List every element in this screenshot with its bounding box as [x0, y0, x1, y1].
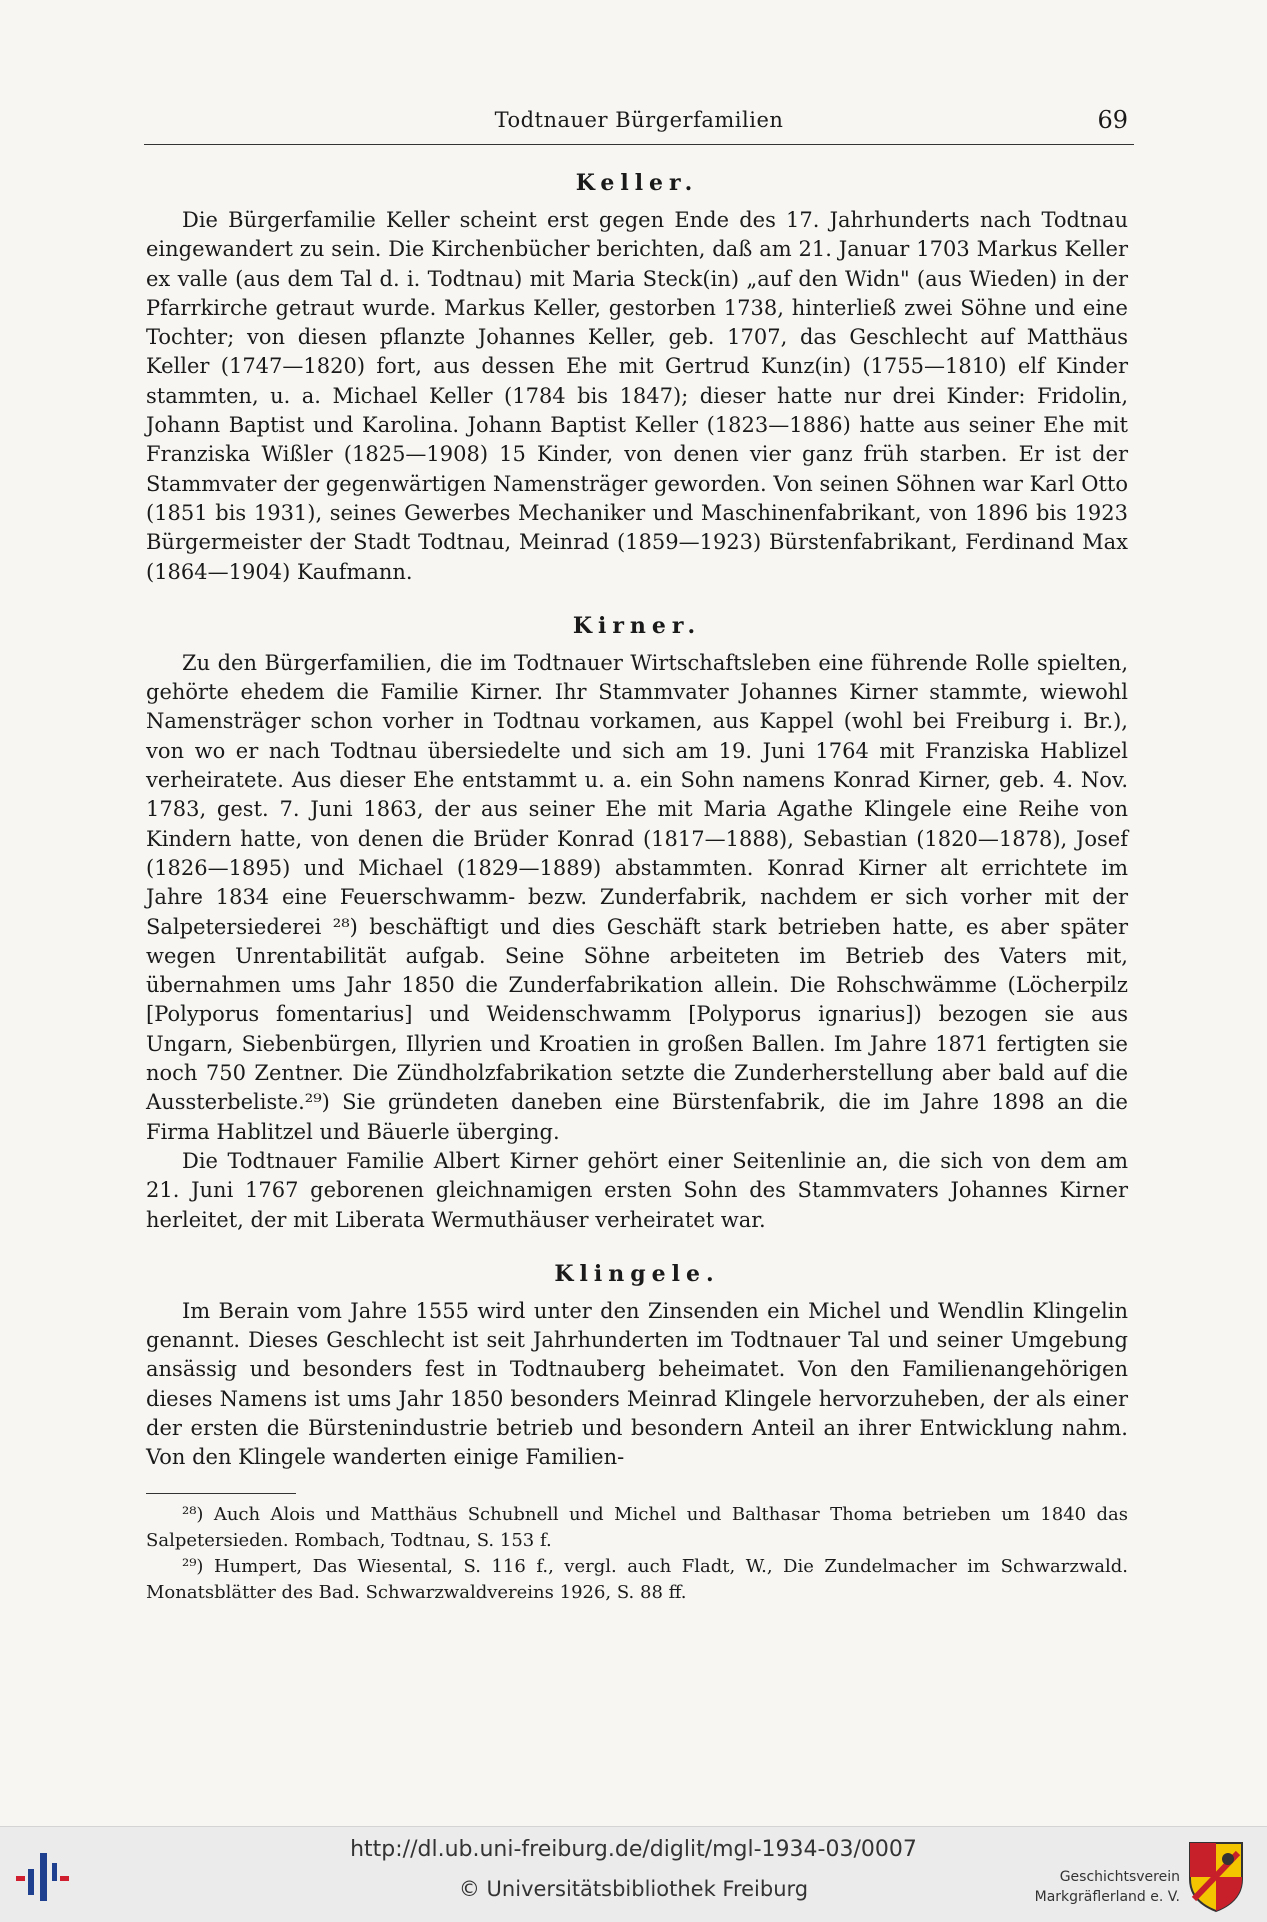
paragraph: Die Bürgerfamilie Keller scheint erst gegen Ende des 17. Jahrhunderts nach Todtnau eingewandert zu sein. Die Kirchenbücher berichten, daß am 21. Januar 1703 Markus Keller ex valle (aus dem Tal d. i. Todtnau) mit Maria Steck(in) „auf den Widn" (aus Wieden) in der Pfarrkirche getraut wurde. Markus Keller, gestorben 1738, hinterließ zwei Söhne und eine Tochter; von diesen pflanzte Johannes Keller, geb. 1707, das Geschlecht auf Matthäus Keller (1747—1820) fort, aus dessen Ehe mit Gertrud Kunz(in) (1755—1810) elf Kinder stammten, u. a. Michael Keller (1784 bis 1847); dieser hatte nur drei Kinder: Fridolin, Johann Baptist und Karolina. Johann Baptist Keller (1823—1886) hatte aus seiner Ehe mit Franziska Wißler (1825—1908) 15 Kinder, von denen vier ganz früh starben. Er ist der Stammvater der gegenwärtigen Namensträger geworden. Von seinen Söhnen war Karl Otto (1851 bis 1931), seines Gewerbes Mechaniker und Maschinenfabrikant, von 1896 bis 1923 Bürgermeister der Stadt Todtnau, Meinrad (1859—1923) Bürstenfabrikant, Ferdinand Max (1864—1904) Kaufmann. [146, 208, 1128, 584]
coat-of-arms-icon[interactable] [1186, 1839, 1246, 1913]
society-name [1010, 1867, 1180, 1907]
section-klingele [146, 1259, 1128, 1473]
section-title: Klingele. [554, 1260, 720, 1287]
section-title: Keller. [575, 170, 699, 196]
society-name-line2: Markgräflerland e. V. [1034, 1889, 1180, 1905]
page-body [146, 168, 1128, 1606]
running-head [144, 104, 1134, 145]
society-name-line1: Geschichtsverein [1059, 1869, 1180, 1885]
footnote-divider [146, 1493, 296, 1494]
viewer-footer [0, 1826, 1267, 1922]
running-title: Todtnauer Bürgerfamilien [494, 108, 784, 132]
paragraph: Die Todtnauer Familie Albert Kirner gehört einer Seitenlinie an, die sich von dem am 21. Juni 1767 geborenen gleichnamigen ersten Sohn des Stammvaters Johannes Kirner herleitet, der mit Liberata Wermuthäuser verheiratet war. [146, 1148, 1128, 1232]
section-keller [146, 168, 1128, 587]
section-title: Kirner. [572, 612, 702, 639]
document-url-link[interactable]: http://dl.ub.uni-freiburg.de/diglit/mgl-1934-03/0007 [350, 1837, 917, 1862]
section-kirner [146, 611, 1128, 1235]
footnote-29: ²⁹) Humpert, Das Wiesental, S. 116 f., vergl. auch Fladt, W., Die Zundelmacher im Schwarzwald. Monatsblätter des Bad. Schwarzwaldvereins 1926, S. 88 ff. [146, 1555, 1128, 1603]
copyright-notice: © Universitätsbibliothek Freiburg [458, 1877, 809, 1901]
page-number: 69 [1097, 106, 1128, 134]
paragraph: Zu den Bürgerfamilien, die im Todtnauer Wirtschaftsleben eine führende Rolle spielten, gehörte ehedem die Familie Kirner. Ihr Stammvater Johannes Kirner stammte, wiewohl Namensträger schon vorher in Todtnau vorkamen, aus Kappel (wohl bei Freiburg i. Br.), von wo er nach Todtnau übersiedelte und sich am 19. Juni 1764 mit Franziska Hablizel verheiratete. Aus dieser Ehe entstammt u. a. ein Sohn namens Konrad Kirner, geb. 4. Nov. 1783, gest. 7. Juni 1863, der aus seiner Ehe mit Maria Agathe Klingele eine Reihe von Kindern hatte, von denen die Brüder Konrad (1817—1888), Sebastian (1820—1878), Josef (1826—1895) und Michael (1829—1889) abstammten. Konrad Kirner alt errichtete im Jahre 1834 eine Feuerschwamm- bezw. Zunderfabrik, nachdem er sich vorher mit der Salpetersiederei ²⁸) beschäftigt und dies Geschäft stark betrieben hatte, es aber später wegen Unrentabilität aufgab. Seine Söhne arbeiteten im Betrieb des Vaters mit, übernahmen ums Jahr 1850 die Zunderfabrikation allein. Die Rohschwämme (Löcherpilz [Polyporus fomentarius] und Weidenschwamm [Polyporus ignarius]) bezogen sie aus Ungarn, Siebenbürgen, Illyrien und Kroatien in großen Ballen. Im Jahre 1871 fertigten sie noch 750 Zentner. Die Zündholzfabrikation setzte die Zunderherstellung aber bald auf die Aussterbeliste.²⁹) Sie gründeten daneben eine Bürstenfabrik, die im Jahre 1898 an die Firma Hablitzel und Bäuerle überging. [146, 650, 1128, 1144]
paragraph: Im Berain vom Jahre 1555 wird unter den Zinsenden ein Michel und Wendlin Klingelin genannt. Dieses Geschlecht ist seit Jahrhunderten im Todtnauer Tal und seiner Umgebung ansässig und besonders fest in Todtnauberg beheimatet. Von den Familienangehörigen dieses Namens ist ums Jahr 1850 besonders Meinrad Klingele hervorzuheben, der als einer der ersten die Bürstenindustrie betrieb und besondern Anteil an ihrer Entwicklung nahm. Von den Klingele wanderten einige Familien- [146, 1298, 1128, 1470]
footnote-28: ²⁸) Auch Alois und Matthäus Schubnell und Michel und Balthasar Thoma betrieben um 1840 das Salpetersieden. Rombach, Todtnau, S. 153 f. [146, 1503, 1128, 1551]
